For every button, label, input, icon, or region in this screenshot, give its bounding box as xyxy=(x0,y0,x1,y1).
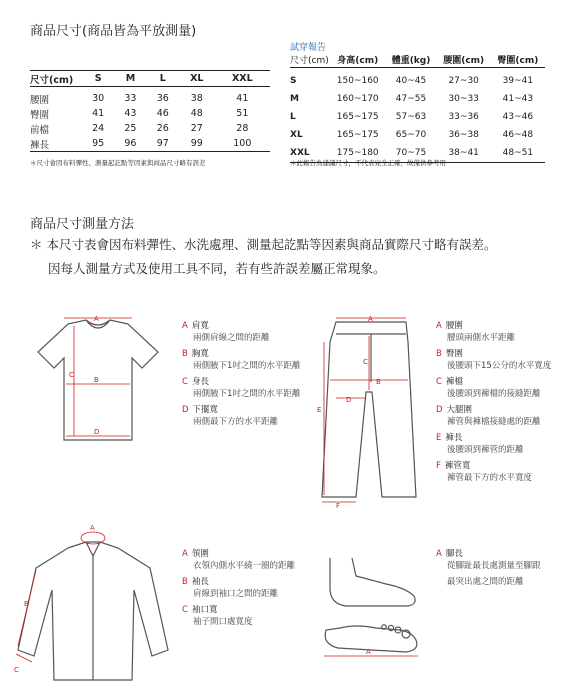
table-cell: 43 xyxy=(124,108,137,119)
label-c: C 褲檔 後腰頭到褲檔的接縫距離 xyxy=(436,377,541,399)
table-row xyxy=(290,90,545,108)
product-size-title: 商品尺寸(商品皆為平放測量) xyxy=(30,24,197,39)
table-cell: 36~38 xyxy=(448,130,479,140)
svg-text:B: B xyxy=(94,376,99,384)
table-cell: 24 xyxy=(92,123,105,134)
table-cell: 48~51 xyxy=(502,147,534,158)
table-cell: 43~46 xyxy=(502,112,534,122)
label-a: A 腰圍 腰頭兩側水平距離 xyxy=(436,321,516,343)
svg-text:A: A xyxy=(366,648,371,656)
table-row xyxy=(290,72,545,90)
table-row xyxy=(290,126,545,144)
table-cell: 26 xyxy=(156,123,169,134)
row-label: 臀圍 xyxy=(30,109,50,121)
table-cell: 36 xyxy=(156,93,169,104)
report-header: 身高(cm) xyxy=(337,56,379,66)
size-table-note: ＊尺寸會因布料彈性、測量起訖點等因素與商品尺寸略有誤差 xyxy=(30,159,206,167)
table-cell: 175~180 xyxy=(336,147,379,158)
try-report-note: ＊此報告為建議尺寸，不代表完全正確，故僅供參考用 xyxy=(290,159,446,167)
svg-text:F: F xyxy=(336,502,341,510)
table-cell: 150~160 xyxy=(336,76,379,86)
table-row xyxy=(30,106,270,121)
shirt-labels xyxy=(182,548,295,628)
pants-diagram xyxy=(316,312,426,512)
shirt-diagram xyxy=(8,520,178,685)
size-header: XL xyxy=(190,73,204,84)
table-cell: 47~55 xyxy=(395,94,427,104)
table-cell: 100 xyxy=(233,138,252,149)
label-b: B 袖長 肩線到袖口之間的距離 xyxy=(182,577,279,599)
tshirt-diagram xyxy=(28,312,168,452)
table-cell: 48 xyxy=(190,108,203,119)
label-d: D 下擺寬 兩側最下方的水平距離 xyxy=(182,405,279,427)
svg-text:D: D xyxy=(94,428,100,436)
table-row xyxy=(290,108,545,126)
try-report-table xyxy=(290,52,545,163)
report-header: 臀圍(cm) xyxy=(497,56,539,66)
table-cell: 46 xyxy=(156,108,169,119)
report-header: 腰圍(cm) xyxy=(443,56,485,66)
try-report-title: 試穿報告 xyxy=(290,43,327,53)
svg-text:A: A xyxy=(368,315,373,323)
tshirt-labels xyxy=(182,320,300,428)
table-cell: 27 xyxy=(190,123,203,134)
size-header: S xyxy=(94,73,102,84)
table-cell: 39~41 xyxy=(502,76,534,86)
label-a: A 腳長 從腳趾最長處測量至腳跟 最突出處之間的距離 xyxy=(436,549,541,587)
row-label: S xyxy=(290,76,297,86)
svg-text:B: B xyxy=(376,378,381,386)
table-cell: 30~33 xyxy=(448,94,479,104)
table-cell: 30 xyxy=(92,93,105,104)
svg-text:A: A xyxy=(90,524,95,532)
table-cell: 25 xyxy=(124,123,137,134)
label-a: A 肩寬 兩側肩線之間的距離 xyxy=(182,321,270,343)
foot-diagram xyxy=(316,548,426,668)
table-cell: 96 xyxy=(124,138,137,149)
label-b: B 臀圍 後腰頭下15公分的水平寬度 xyxy=(436,349,552,371)
table-cell: 33 xyxy=(124,93,137,104)
table-row xyxy=(30,91,270,106)
svg-text:C: C xyxy=(363,358,368,366)
label-a: A 領圍 衣領內側水平繞一圈的距離 xyxy=(182,549,296,571)
label-d: D 大腿圍 褲管與褲檔接縫處的距離 xyxy=(436,405,541,427)
table-cell: 38 xyxy=(190,93,203,104)
size-header: M xyxy=(125,73,136,84)
table-cell: 38~41 xyxy=(448,147,479,158)
table-cell: 65~70 xyxy=(395,130,427,140)
table-cell: 51 xyxy=(236,108,249,119)
svg-text:B: B xyxy=(24,600,29,608)
size-header: 尺寸(cm) xyxy=(30,74,74,86)
table-cell: 40~45 xyxy=(395,76,427,86)
size-table xyxy=(30,70,270,152)
method-line-2: 因每人測量方式及使用工具不同，若有些許誤差屬正常現象。 xyxy=(48,261,386,276)
table-row xyxy=(30,121,270,136)
row-label: L xyxy=(290,112,296,122)
svg-text:D: D xyxy=(346,396,352,404)
label-c: C 袖口寬 袖子開口處寬度 xyxy=(182,605,253,627)
table-cell: 95 xyxy=(92,138,105,149)
table-cell: 99 xyxy=(190,138,203,149)
svg-text:E: E xyxy=(317,406,322,414)
table-cell: 97 xyxy=(156,138,169,149)
row-label: XL xyxy=(290,130,303,140)
table-cell: 41 xyxy=(92,108,105,119)
table-cell: 41~43 xyxy=(502,94,534,104)
svg-text:C: C xyxy=(69,371,74,379)
table-row xyxy=(30,136,270,152)
row-label: XXL xyxy=(290,147,310,158)
row-label: 前檔 xyxy=(30,124,50,136)
row-label: 腰圍 xyxy=(30,94,50,106)
svg-text:C: C xyxy=(14,666,19,674)
svg-text:A: A xyxy=(94,315,99,323)
label-b: B 胸寬 兩側腋下1吋之間的水平距離 xyxy=(182,349,301,371)
size-header: XXL xyxy=(231,73,253,84)
label-c: C 身長 兩側腋下1吋之間的水平距離 xyxy=(182,377,301,399)
size-header: L xyxy=(159,73,166,84)
table-cell: 33~36 xyxy=(448,112,479,122)
label-f: F 褲管寬 褲管最下方的水平寬度 xyxy=(436,461,533,483)
label-e: E 褲長 後腰頭到褲管的距離 xyxy=(436,433,524,455)
table-cell: 160~170 xyxy=(336,94,379,104)
table-cell: 70~75 xyxy=(395,147,427,158)
row-label: M xyxy=(290,94,299,104)
foot-labels xyxy=(436,548,541,588)
report-header: 尺寸(cm) xyxy=(290,56,329,66)
table-cell: 46~48 xyxy=(502,130,534,140)
row-label: 褲長 xyxy=(30,139,50,151)
table-cell: 28 xyxy=(236,123,249,134)
report-header: 體重(kg) xyxy=(391,56,431,66)
table-cell: 165~175 xyxy=(336,112,379,122)
method-title: 商品尺寸測量方法 xyxy=(30,217,135,232)
table-cell: 57~63 xyxy=(395,112,427,122)
table-cell: 165~175 xyxy=(336,130,379,140)
table-cell: 27~30 xyxy=(448,76,479,86)
method-line-1: ＊ 本尺寸表會因布料彈性、水洗處理、測量起訖點等因素與商品實際尺寸略有誤差。 xyxy=(30,237,497,252)
pants-labels xyxy=(436,320,551,484)
table-cell: 41 xyxy=(236,93,249,104)
